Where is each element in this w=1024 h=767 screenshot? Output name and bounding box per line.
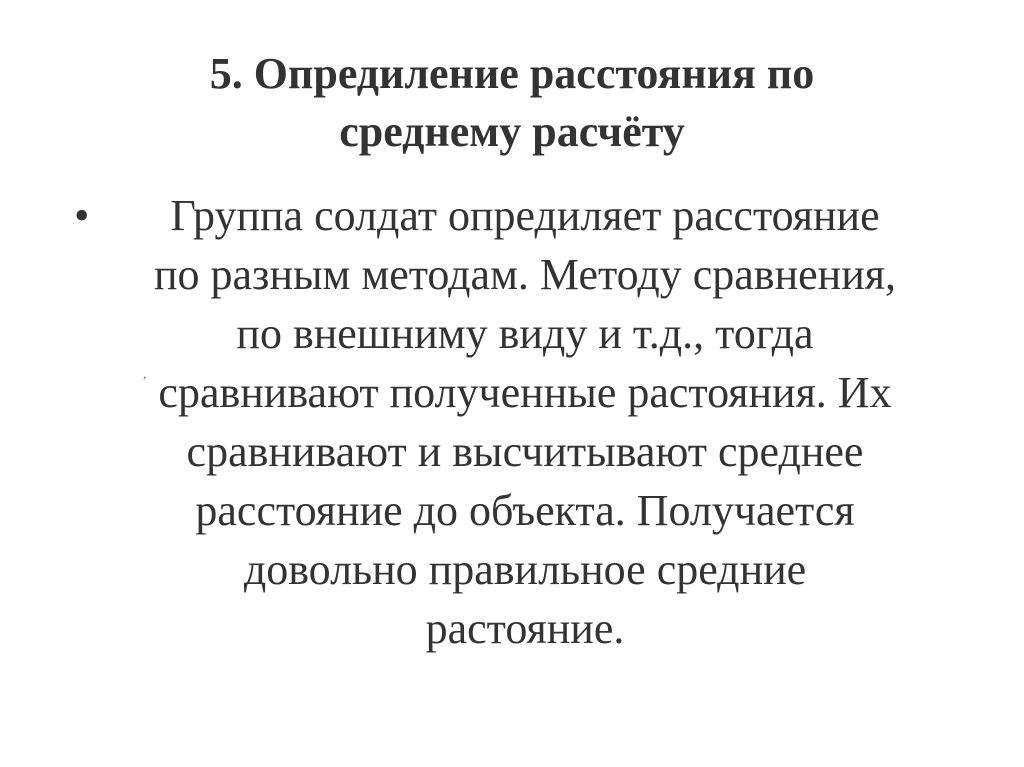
bullet-line-8: растояние. (425, 604, 625, 653)
bullet-line-6: расстояние до объекта. Получается (195, 486, 855, 535)
bullet-line-5: сравнивают и высчитывают среднее (186, 427, 864, 476)
stray-comma-mark: , (143, 367, 147, 382)
bullet-item (60, 186, 990, 658)
bullet-text (60, 186, 990, 658)
bullet-dot-icon: • (74, 191, 90, 240)
slide-title (60, 45, 964, 161)
bullet-line-7: довольно правильное средние (243, 545, 807, 594)
bullet-line-3: по внешниму виду и т.д., тогда (236, 309, 814, 358)
slide-title-line-2: среднему расчёту (339, 107, 685, 156)
slide-body (60, 186, 990, 658)
slide-title-line-1: 5. Опредиление расстояния по (209, 49, 815, 98)
bullet-line-1: Группа солдат опредиляет расстояние (170, 191, 880, 240)
bullet-line-2: по разным методам. Методу сравнения, (153, 250, 896, 299)
bullet-line-4: сравнивают полученные растояния. Их (158, 368, 892, 417)
